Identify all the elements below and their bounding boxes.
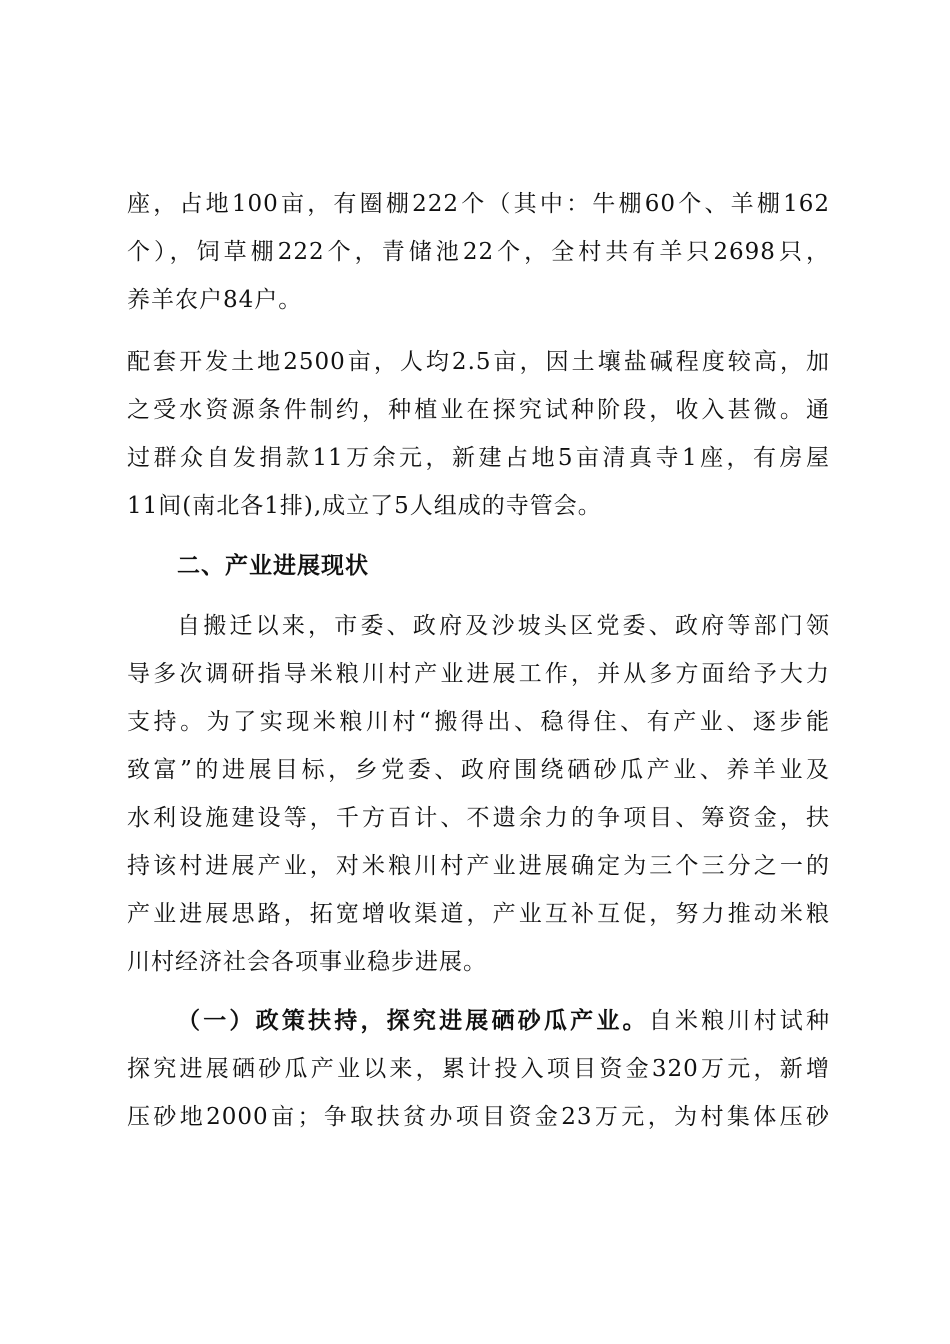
text-line: 持该村进展产业，对米粮川村产业进展确定为三个三分之一的	[127, 853, 830, 879]
text-line: 支持。为了实现米粮川村“搬得出、稳得住、有产业、逐步能	[127, 709, 830, 735]
text-line: 探究进展硒砂瓜产业以来，累计投入项目资金320万元，新增	[127, 1056, 830, 1082]
text-line: 之受水资源条件制约，种植业在探究试种阶段，收入甚微。通	[127, 397, 830, 423]
subsection-lead-rest: 自米粮川村试种	[648, 1008, 831, 1034]
text-line: 自搬迁以来，市委、政府及沙坡头区党委、政府等部门领	[177, 613, 830, 639]
text-line: 水利设施建设等，千方百计、不遗余力的争项目、筹资金，扶	[127, 805, 830, 831]
text-line: 11间(南北各1排),成立了5人组成的寺管会。	[127, 493, 602, 519]
paragraph-melon-industry	[127, 997, 830, 1141]
paragraph-industry-status	[127, 602, 830, 986]
text-line: 川村经济社会各项事业稳步进展。	[127, 949, 487, 975]
text-line: 配套开发土地2500亩，人均2.5亩，因土壤盐碱程度较高，加	[127, 349, 830, 375]
text-line: 产业进展思路，拓宽增收渠道，产业互补互促，努力推动米粮	[127, 901, 830, 927]
text-line: 座，占地100亩，有圈棚222个（其中：牛棚60个、羊棚162	[127, 191, 830, 217]
text-line: 导多次调研指导米粮川村产业进展工作，并从多方面给予大力	[127, 661, 830, 687]
paragraph-livestock	[127, 180, 830, 324]
text-line: 压砂地2000亩；争取扶贫办项目资金23万元，为村集体压砂	[127, 1104, 830, 1130]
section-heading-wrapper	[127, 542, 830, 590]
document-body	[127, 180, 830, 1155]
text-line-lead	[127, 997, 830, 1045]
paragraph-land-mosque	[127, 338, 830, 530]
text-line: 过群众自发捐款11万余元，新建占地5亩清真寺1座，有房屋	[127, 445, 830, 471]
text-line: 养羊农户84户。	[127, 287, 303, 313]
text-line: 个），饲草棚222个，青储池22个，全村共有羊只2698只，	[127, 239, 830, 265]
subsection-lead: （一）政策扶持，探究进展硒砂瓜产业。	[177, 1008, 649, 1034]
text-line: 致富”的进展目标，乡党委、政府围绕硒砂瓜产业、养羊业及	[127, 757, 830, 783]
section-heading: 二、产业进展现状	[177, 553, 369, 579]
